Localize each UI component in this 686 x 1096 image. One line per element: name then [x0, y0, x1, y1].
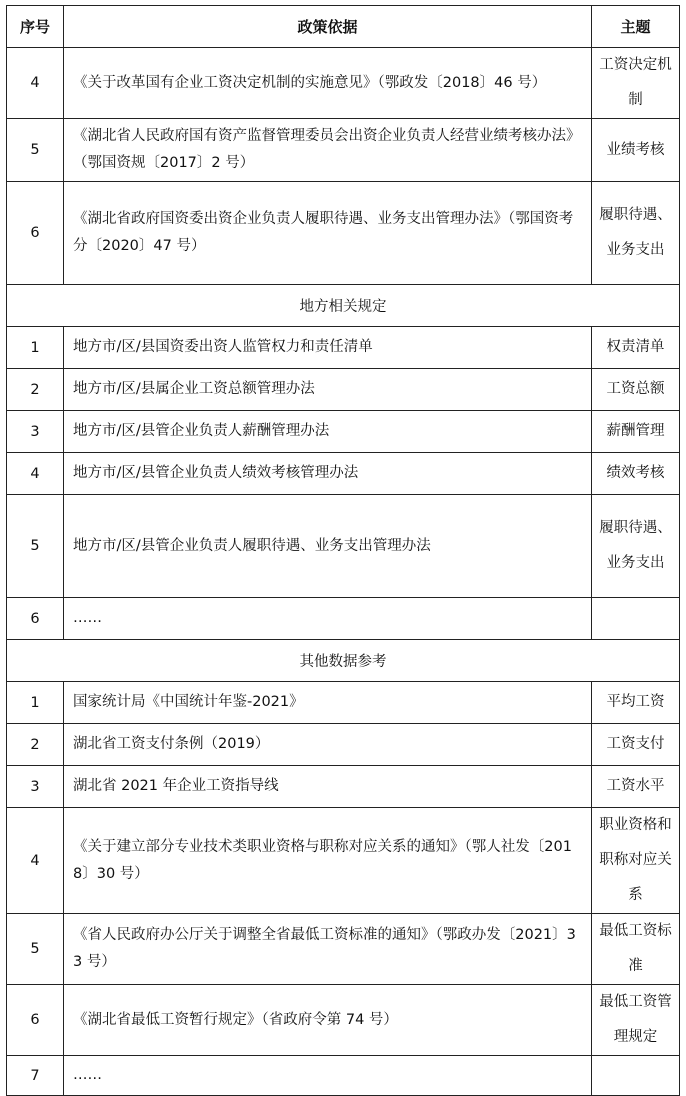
row-basis: 《关于改革国有企业工资决定机制的实施意见》（鄂政发〔2018〕46 号） [64, 48, 592, 119]
row-basis: …… [64, 1056, 592, 1096]
row-topic: 工资总额 [592, 369, 680, 411]
row-basis: 湖北省 2021 年企业工资指导线 [64, 766, 592, 808]
header-row [7, 6, 680, 48]
row-topic: 履职待遇、业务支出 [592, 182, 680, 285]
section-row [7, 640, 680, 682]
row-topic: 薪酬管理 [592, 411, 680, 453]
row-topic: 权责清单 [592, 327, 680, 369]
row-num: 2 [7, 724, 64, 766]
header-topic: 主题 [592, 6, 680, 48]
row-basis: 《省人民政府办公厅关于调整全省最低工资标准的通知》（鄂政办发〔2021〕33 号） [64, 914, 592, 985]
row-topic: 工资决定机制 [592, 48, 680, 119]
row-basis: 地方市/区/县管企业负责人薪酬管理办法 [64, 411, 592, 453]
table-row [7, 598, 680, 640]
table-row [7, 724, 680, 766]
row-topic: 最低工资管理规定 [592, 985, 680, 1056]
table-row [7, 808, 680, 914]
table-row [7, 985, 680, 1056]
row-topic [592, 1056, 680, 1096]
row-num: 7 [7, 1056, 64, 1096]
row-num: 1 [7, 327, 64, 369]
table-row [7, 682, 680, 724]
row-num: 4 [7, 808, 64, 914]
row-num: 6 [7, 598, 64, 640]
row-topic: 最低工资标准 [592, 914, 680, 985]
table-row [7, 119, 680, 182]
row-num: 6 [7, 182, 64, 285]
row-num: 1 [7, 682, 64, 724]
row-num: 5 [7, 119, 64, 182]
row-topic: 工资支付 [592, 724, 680, 766]
table-row [7, 495, 680, 598]
row-basis: 《湖北省人民政府国有资产监督管理委员会出资企业负责人经营业绩考核办法》（鄂国资规〔2017〕2 号） [64, 119, 592, 182]
row-basis: 《湖北省政府国资委出资企业负责人履职待遇、业务支出管理办法》（鄂国资考分〔2020〕47 号） [64, 182, 592, 285]
row-basis: 地方市/区/县国资委出资人监管权力和责任清单 [64, 327, 592, 369]
row-basis: 《关于建立部分专业技术类职业资格与职称对应关系的通知》（鄂人社发〔2018〕30 号） [64, 808, 592, 914]
header-num: 序号 [7, 6, 64, 48]
table-row [7, 48, 680, 119]
row-topic: 绩效考核 [592, 453, 680, 495]
table-row [7, 914, 680, 985]
row-basis: …… [64, 598, 592, 640]
row-topic: 职业资格和职称对应关系 [592, 808, 680, 914]
row-basis: 湖北省工资支付条例（2019） [64, 724, 592, 766]
row-basis: 地方市/区/县管企业负责人绩效考核管理办法 [64, 453, 592, 495]
table-row [7, 182, 680, 285]
table-row [7, 369, 680, 411]
row-num: 4 [7, 48, 64, 119]
section-title: 其他数据参考 [7, 640, 680, 682]
table-row [7, 411, 680, 453]
row-num: 3 [7, 411, 64, 453]
row-topic: 平均工资 [592, 682, 680, 724]
policy-table [6, 5, 680, 1096]
section-row [7, 285, 680, 327]
row-basis: 地方市/区/县管企业负责人履职待遇、业务支出管理办法 [64, 495, 592, 598]
table-row [7, 1056, 680, 1096]
row-num: 3 [7, 766, 64, 808]
row-topic: 履职待遇、业务支出 [592, 495, 680, 598]
table-row [7, 766, 680, 808]
header-basis: 政策依据 [64, 6, 592, 48]
table-row [7, 453, 680, 495]
row-topic: 业绩考核 [592, 119, 680, 182]
row-num: 6 [7, 985, 64, 1056]
row-basis: 国家统计局《中国统计年鉴-2021》 [64, 682, 592, 724]
row-topic [592, 598, 680, 640]
row-topic: 工资水平 [592, 766, 680, 808]
row-basis: 地方市/区/县属企业工资总额管理办法 [64, 369, 592, 411]
section-title: 地方相关规定 [7, 285, 680, 327]
row-num: 5 [7, 914, 64, 985]
row-num: 4 [7, 453, 64, 495]
row-basis: 《湖北省最低工资暂行规定》（省政府令第 74 号） [64, 985, 592, 1056]
row-num: 2 [7, 369, 64, 411]
table-row [7, 327, 680, 369]
row-num: 5 [7, 495, 64, 598]
